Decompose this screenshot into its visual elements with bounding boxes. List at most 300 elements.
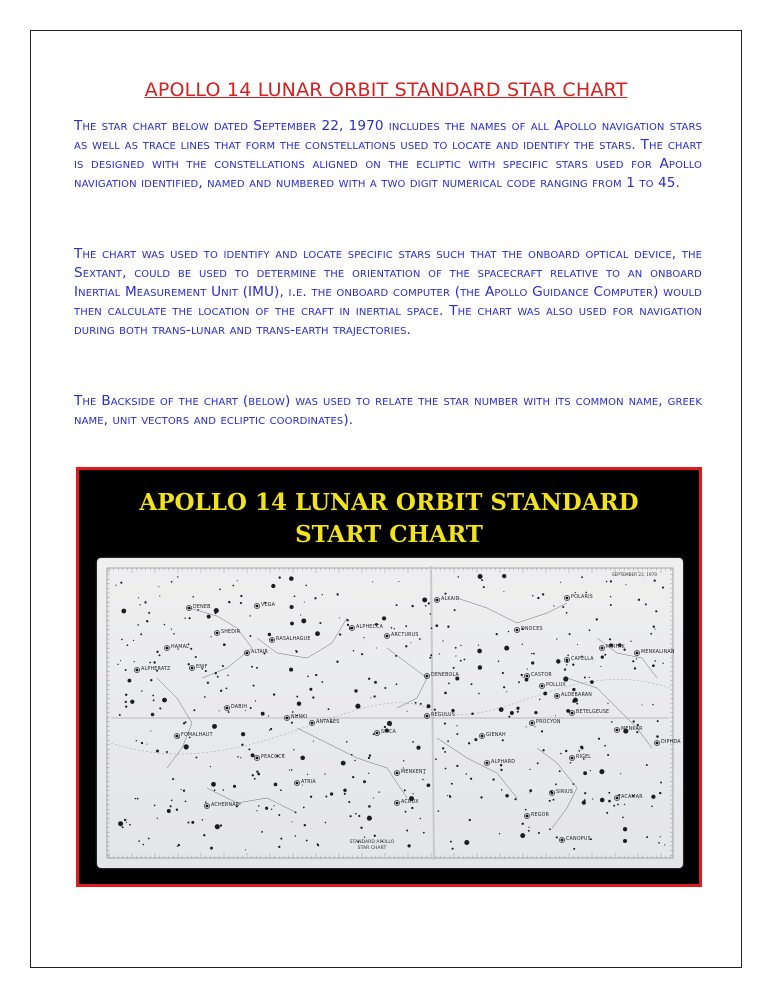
star-label: MENKAR <box>621 727 643 732</box>
field-star <box>254 778 256 780</box>
field-star <box>210 636 211 637</box>
field-star <box>176 809 178 811</box>
navigation-star <box>541 685 544 688</box>
field-star <box>315 674 317 676</box>
field-star <box>529 789 532 792</box>
field-star <box>222 665 224 667</box>
field-star <box>121 639 123 641</box>
field-star <box>407 711 408 712</box>
field-star <box>577 644 578 645</box>
constellation-trace <box>597 638 657 678</box>
field-star <box>261 712 265 716</box>
field-star <box>137 624 139 626</box>
field-star <box>651 806 653 808</box>
field-star <box>444 751 446 753</box>
field-star <box>607 703 608 704</box>
field-star <box>662 663 663 664</box>
field-star <box>451 709 454 712</box>
field-star <box>136 740 137 741</box>
navigation-star <box>526 675 529 678</box>
navigation-star <box>216 632 219 635</box>
field-star <box>423 832 425 834</box>
navigation-star <box>256 757 259 760</box>
field-star <box>608 800 611 803</box>
field-star <box>270 728 272 730</box>
field-star <box>219 710 220 711</box>
field-star <box>404 789 406 791</box>
field-star <box>646 764 648 766</box>
ecliptic-line <box>111 679 669 754</box>
field-star <box>193 709 195 711</box>
field-star <box>121 609 126 614</box>
field-star <box>542 593 544 595</box>
field-star <box>653 626 655 628</box>
field-star <box>134 661 135 662</box>
field-star <box>478 693 480 695</box>
field-star <box>214 789 216 791</box>
field-star <box>325 822 327 824</box>
field-star <box>153 661 155 663</box>
field-star <box>483 586 485 588</box>
field-star <box>500 769 502 771</box>
field-star <box>138 840 140 842</box>
field-star <box>450 841 452 843</box>
field-star <box>227 675 228 676</box>
constellation-trace <box>457 598 567 623</box>
field-star <box>451 783 453 785</box>
field-star <box>294 595 296 597</box>
field-star <box>541 730 543 732</box>
field-star <box>583 771 587 775</box>
field-star <box>652 664 655 667</box>
field-star <box>556 659 560 663</box>
field-star <box>363 637 364 638</box>
field-star <box>279 576 281 578</box>
field-star <box>355 704 360 709</box>
field-star <box>321 681 323 683</box>
field-star <box>589 677 590 678</box>
field-star <box>505 794 509 798</box>
navigation-star <box>226 707 229 710</box>
field-star <box>581 576 583 578</box>
navigation-star <box>136 669 139 672</box>
star-label: GIENAH <box>486 733 506 738</box>
field-star <box>364 837 365 838</box>
navigation-star <box>191 667 194 670</box>
star-label: SHEDIR <box>221 630 241 635</box>
field-star <box>572 664 574 666</box>
field-star <box>387 721 392 726</box>
field-star <box>310 796 312 798</box>
field-star <box>120 582 122 584</box>
field-star <box>517 711 519 713</box>
field-star <box>324 773 325 774</box>
field-star <box>609 638 611 640</box>
field-star <box>468 742 470 744</box>
field-star <box>537 597 539 599</box>
field-star <box>368 773 369 774</box>
navigation-star <box>296 782 299 785</box>
field-star <box>657 720 659 722</box>
field-star <box>504 646 509 651</box>
field-star <box>624 804 625 805</box>
navigation-star <box>166 647 169 650</box>
field-star <box>306 840 308 842</box>
field-star <box>322 594 323 595</box>
field-star <box>368 678 370 680</box>
field-star <box>447 795 448 796</box>
field-star <box>660 782 662 784</box>
navigation-star <box>481 735 484 738</box>
field-star <box>273 693 275 695</box>
field-star <box>403 760 404 761</box>
field-star <box>278 846 280 848</box>
field-star <box>171 628 172 629</box>
field-star <box>336 661 338 663</box>
field-star <box>304 601 305 602</box>
field-star <box>250 707 252 709</box>
field-star <box>156 750 159 753</box>
field-star <box>220 824 222 826</box>
field-star <box>444 692 447 695</box>
star-label: DABIH <box>231 705 248 710</box>
field-star <box>125 701 127 703</box>
field-star <box>317 844 319 846</box>
field-star <box>232 585 234 587</box>
field-star <box>607 754 609 756</box>
field-star <box>125 669 127 671</box>
field-star <box>610 604 612 606</box>
field-star <box>212 724 217 729</box>
field-star <box>369 754 371 756</box>
star-label: ACRUX <box>401 800 419 805</box>
field-star <box>177 576 178 577</box>
field-star <box>158 586 159 587</box>
field-star <box>438 810 440 812</box>
field-star <box>204 696 206 698</box>
field-star <box>289 576 294 581</box>
star-label: PEACOCK <box>261 755 286 760</box>
navigation-star <box>376 732 379 735</box>
field-star <box>239 803 240 804</box>
field-star <box>538 832 540 834</box>
field-star <box>185 800 187 802</box>
field-star <box>528 827 529 828</box>
field-star <box>187 822 189 824</box>
field-star <box>542 749 544 751</box>
field-star <box>496 633 498 635</box>
field-star <box>549 828 551 830</box>
constellation-trace <box>297 728 407 798</box>
field-star <box>202 819 203 820</box>
field-star <box>125 694 127 696</box>
field-star <box>610 596 611 597</box>
field-star <box>343 789 346 792</box>
field-star <box>518 681 520 683</box>
field-star <box>350 815 352 817</box>
field-star <box>378 791 379 792</box>
field-star <box>361 653 363 655</box>
field-star <box>611 721 613 723</box>
navigation-star <box>516 629 519 632</box>
field-star <box>210 766 211 767</box>
field-star <box>610 580 612 582</box>
navigation-star <box>571 712 574 715</box>
navigation-star <box>616 729 619 732</box>
field-star <box>539 699 540 700</box>
field-star <box>662 587 664 589</box>
field-star <box>570 762 572 764</box>
field-star <box>442 747 444 749</box>
field-star <box>499 833 500 834</box>
star-label: ALPHERATZ <box>141 667 171 672</box>
photo-title-line-1: APOLLO 14 LUNAR ORBIT STANDARD <box>139 489 639 516</box>
field-star <box>129 824 131 826</box>
navigation-star <box>246 652 249 655</box>
field-star <box>435 624 438 627</box>
field-star <box>297 701 301 705</box>
field-star <box>646 836 648 838</box>
field-star <box>384 687 386 689</box>
field-star <box>128 679 132 683</box>
field-star <box>534 711 537 714</box>
field-star <box>453 667 455 669</box>
field-star <box>478 574 483 579</box>
star-label: NUNKI <box>291 715 308 720</box>
field-star <box>373 733 375 735</box>
field-star <box>454 609 456 611</box>
paragraph-usage: The chart was used to identify and locate specific stars such that the onboard optical device, the Sextant, could be used to determine the orientation of the spacecraft relative to an onboard Inertial Measurement Unit (IMU), i.e. the onboard computer (the Apollo Guidance Computer) would then calculate the location of the craft in inertial space. The chart was also used for navigation during both trans-lunar and trans-earth trajectories. <box>74 246 702 338</box>
field-star <box>572 688 575 691</box>
field-star <box>374 681 377 684</box>
field-star <box>214 608 219 613</box>
field-star <box>630 641 631 642</box>
star-label: CASTOR <box>531 673 552 678</box>
field-star <box>257 773 260 776</box>
field-star <box>420 818 421 819</box>
field-star <box>471 712 474 715</box>
field-star <box>604 654 606 656</box>
field-star <box>456 733 458 735</box>
field-star <box>117 664 118 665</box>
field-star <box>391 627 393 629</box>
field-star <box>119 714 121 716</box>
field-star <box>556 638 557 639</box>
field-star <box>431 627 433 629</box>
field-star <box>405 645 407 647</box>
field-star <box>502 672 504 674</box>
field-star <box>184 744 189 749</box>
star-label: ALPHECCA <box>356 625 384 630</box>
field-star <box>430 654 432 656</box>
star-label: PROCYON <box>536 720 561 725</box>
field-star <box>531 661 534 664</box>
field-star <box>532 595 533 596</box>
field-star <box>528 830 530 832</box>
field-star <box>531 653 532 654</box>
field-star <box>358 815 360 817</box>
navigation-star <box>556 695 559 698</box>
field-star <box>573 698 578 703</box>
field-star <box>533 653 535 655</box>
field-star <box>474 738 477 741</box>
navigation-star <box>551 792 554 795</box>
field-star <box>315 631 320 636</box>
field-star <box>589 629 591 631</box>
field-star <box>508 631 509 632</box>
field-star <box>152 695 154 697</box>
field-star <box>191 821 194 824</box>
field-star <box>348 801 350 803</box>
field-star <box>406 830 408 832</box>
field-star <box>447 626 449 628</box>
field-star <box>566 664 567 665</box>
field-star <box>445 768 447 770</box>
field-star <box>368 757 370 759</box>
field-star <box>137 798 139 800</box>
field-star <box>291 722 293 724</box>
field-star <box>620 773 621 774</box>
field-star <box>140 604 141 605</box>
star-label: DENEBOLA <box>431 673 459 678</box>
field-star <box>309 688 312 691</box>
field-star <box>412 741 414 743</box>
field-star <box>153 699 155 701</box>
field-star <box>237 756 239 758</box>
field-star <box>162 698 167 703</box>
field-star <box>261 831 263 833</box>
star-label: SPICA <box>381 730 396 735</box>
field-star <box>127 644 129 646</box>
field-star <box>456 725 457 726</box>
navigation-star <box>311 722 314 725</box>
field-star <box>569 633 571 635</box>
field-star <box>469 819 471 821</box>
field-star <box>498 661 500 663</box>
field-star <box>439 653 440 654</box>
field-star <box>427 783 431 787</box>
field-star <box>582 801 586 805</box>
field-star <box>502 739 504 741</box>
field-star <box>124 819 126 821</box>
field-star <box>575 592 576 593</box>
field-star <box>537 762 539 764</box>
field-star <box>382 616 386 620</box>
field-star <box>549 800 551 802</box>
constellation-trace <box>207 788 297 813</box>
field-star <box>481 579 483 581</box>
field-star <box>434 709 436 711</box>
field-star <box>394 628 395 629</box>
field-star <box>606 812 608 814</box>
field-star <box>248 748 250 750</box>
navigation-star <box>486 762 489 765</box>
field-star <box>164 624 166 626</box>
field-star <box>245 710 246 711</box>
field-star <box>396 683 398 685</box>
field-star <box>555 715 556 716</box>
field-star <box>188 663 190 665</box>
star-label: ALKAID <box>441 597 460 602</box>
field-star <box>245 849 246 850</box>
field-star <box>203 834 205 836</box>
field-star <box>170 805 172 807</box>
field-star <box>420 703 422 705</box>
field-star <box>133 640 134 641</box>
field-star <box>456 765 458 767</box>
field-star <box>460 660 462 662</box>
field-star <box>215 672 217 674</box>
chart-caption <box>337 840 407 852</box>
field-star <box>428 602 430 604</box>
field-star <box>650 633 652 635</box>
field-star <box>146 744 147 745</box>
field-star <box>600 666 601 667</box>
field-star <box>470 778 472 780</box>
field-star <box>280 789 282 791</box>
constellation-trace <box>387 648 427 708</box>
field-star <box>237 580 238 581</box>
field-star <box>636 658 637 659</box>
field-star <box>395 655 397 657</box>
field-star <box>252 774 254 776</box>
field-star <box>449 796 451 798</box>
navigation-star <box>271 639 274 642</box>
star-label: FOMALHAUT <box>181 733 213 738</box>
field-star <box>339 617 340 618</box>
navigation-star <box>566 597 569 600</box>
star-label: ACAMAR <box>621 795 643 800</box>
field-star <box>271 809 272 810</box>
field-star <box>384 726 386 728</box>
field-star <box>642 704 643 705</box>
field-star <box>407 844 410 847</box>
field-star <box>290 622 294 626</box>
field-star <box>444 593 446 595</box>
navigation-star <box>396 772 399 775</box>
field-star <box>460 645 461 646</box>
field-star <box>156 651 158 653</box>
field-star <box>273 805 274 806</box>
field-star <box>265 807 268 810</box>
field-star <box>307 774 308 775</box>
field-star <box>405 811 407 813</box>
field-star <box>556 836 558 838</box>
star-label: POLLUX <box>546 683 566 688</box>
field-star <box>543 692 547 696</box>
field-star <box>355 813 357 815</box>
star-label: REGULUS <box>431 713 455 718</box>
navigation-star <box>426 675 429 678</box>
field-star <box>256 667 258 669</box>
field-star <box>425 605 427 607</box>
field-star <box>613 805 615 807</box>
field-star <box>503 686 505 688</box>
chart-caption-line-2: STAR CHART <box>357 846 387 851</box>
field-star <box>354 689 357 692</box>
field-star <box>567 655 569 657</box>
field-star <box>503 591 504 592</box>
field-star <box>664 844 665 845</box>
field-star <box>347 624 349 626</box>
field-star <box>240 595 242 597</box>
field-star <box>256 771 258 773</box>
field-star <box>368 805 371 808</box>
field-star <box>422 779 424 781</box>
field-star <box>268 633 271 636</box>
star-label: RASALHAGUE <box>276 637 311 642</box>
navigation-star <box>561 839 564 842</box>
